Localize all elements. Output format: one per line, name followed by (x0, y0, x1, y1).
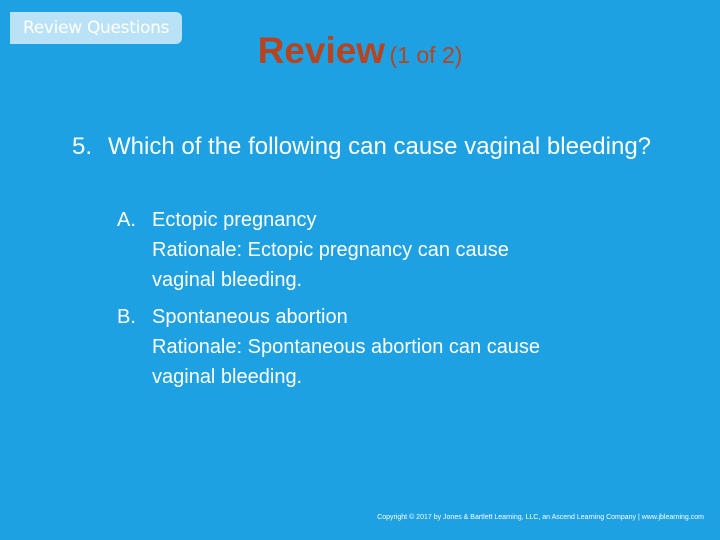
section-tab-label: Review Questions (23, 18, 170, 38)
answer-letter: B. (117, 306, 136, 328)
answer-choice-text: Spontaneous abortion (152, 306, 348, 328)
answer-choice-text: Ectopic pregnancy (152, 209, 317, 231)
answer-b (117, 302, 657, 392)
copyright-footer: Copyright © 2017 by Jones & Bartlett Learning, LLC, an Ascend Learning Company | www.jblearning.com (377, 514, 704, 521)
answer-rationale-line: vaginal bleeding. (152, 269, 303, 291)
answer-rationale-line: Rationale: Ectopic pregnancy can cause (152, 239, 509, 261)
title-subtitle: (1 of 2) (389, 42, 463, 68)
answer-rationale-line: Rationale: Spontaneous abortion can cause (152, 336, 541, 358)
question-number: 5. (72, 133, 93, 160)
title-main: Review (257, 30, 386, 71)
question (72, 131, 672, 163)
answer-a (117, 205, 657, 295)
answer-rationale-line: vaginal bleeding. (152, 366, 303, 388)
answer-body (152, 205, 657, 295)
answer-letter: A. (117, 209, 136, 231)
question-text: Which of the following can cause vaginal bleeding? (108, 133, 652, 160)
slide-title (0, 30, 720, 72)
answer-body (152, 302, 657, 392)
